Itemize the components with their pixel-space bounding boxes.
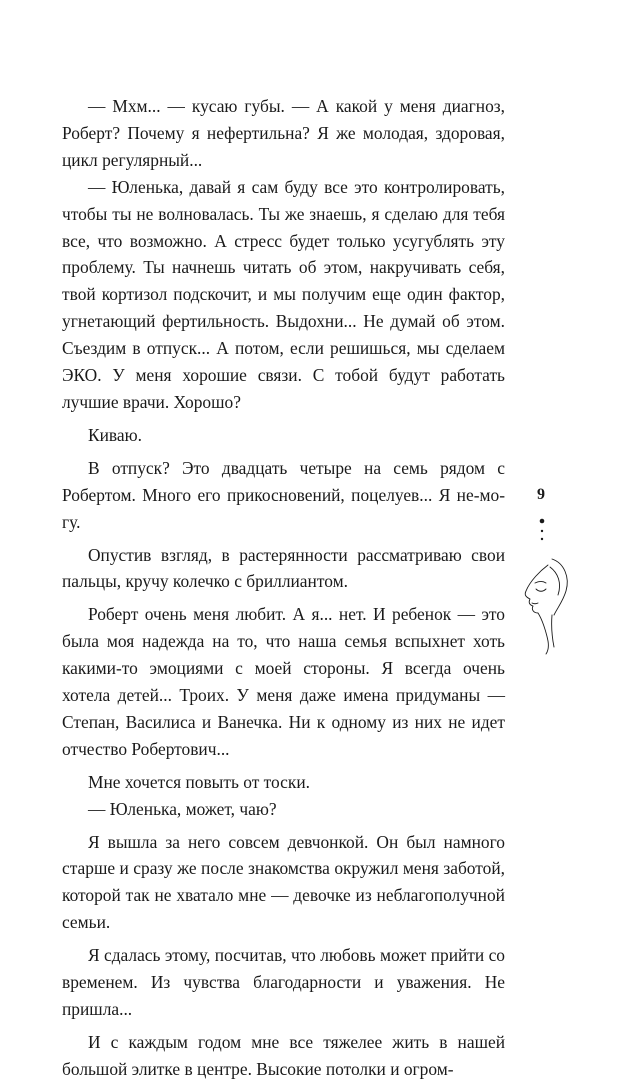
paragraph: — Мхм... — кусаю губы. — А какой у меня диагноз, Роберт? Почему я нефертильна? Я же молодая, здоровая, цикл регулярный... — [62, 96, 505, 170]
face-line-art-icon — [518, 515, 578, 655]
paragraph: — Юленька, может, чаю? — [88, 798, 277, 819]
paragraph: Мне хочется повыть от тоски. — [88, 771, 310, 792]
paragraph: — Юленька, давай я сам буду все это контролировать, чтобы ты не волновалась. Ты же знаешь, я сделаю для тебя все, что возможно. А стресс будет только усугублять эту проблему. Ты начнешь читать об этом, накручивать себя, твой кортизол подскочит, и мы получим еще один фактор, угнетающий фертильность. Выдохни... Не думай об этом. Съездим в отпуск... А потом, если решишься, мы сделаем ЭКО. У меня хорошие связи. С тобой будут работать лучшие врачи. Хорошо? — [62, 176, 505, 412]
page-number: 9 — [537, 486, 545, 503]
paragraph: Киваю. — [88, 424, 142, 445]
paragraph: И с каждым годом мне все тяжелее жить в нашей большой элитке в центре. Высокие потолки и огром- — [62, 1031, 505, 1079]
paragraph: Опустив взгляд, в растерянности рассматриваю свои пальцы, кручу колечко с бриллиантом. — [62, 544, 505, 592]
paragraph: В отпуск? Это двадцать четыре на семь рядом с Робертом. Много его прикосновений, поцелуев... Я не-мо-гу. — [62, 457, 505, 532]
paragraph: Я сдалась этому, посчитав, что любовь может прийти со временем. Из чувства благодарности и уважения. Не пришла... — [62, 945, 505, 1019]
paragraph: Я вышла за него совсем девчонкой. Он был намного старше и сразу же после знакомства окружил меня заботой, которой так не хватало мне — девочке из неблагополучной семьи. — [62, 831, 505, 933]
paragraph: Роберт очень меня любит. А я... нет. И ребенок — это была моя надежда на то, что наша семья вспыхнет хоть какими-то эмоциями с моей стороны. Я всегда очень хотела детей... Троих. У меня даже имена придуманы — Степан, Василиса и Ванечка. Ни к одному из них не идет отчество Робертович... — [62, 604, 505, 759]
body-text — [62, 93, 505, 1083]
